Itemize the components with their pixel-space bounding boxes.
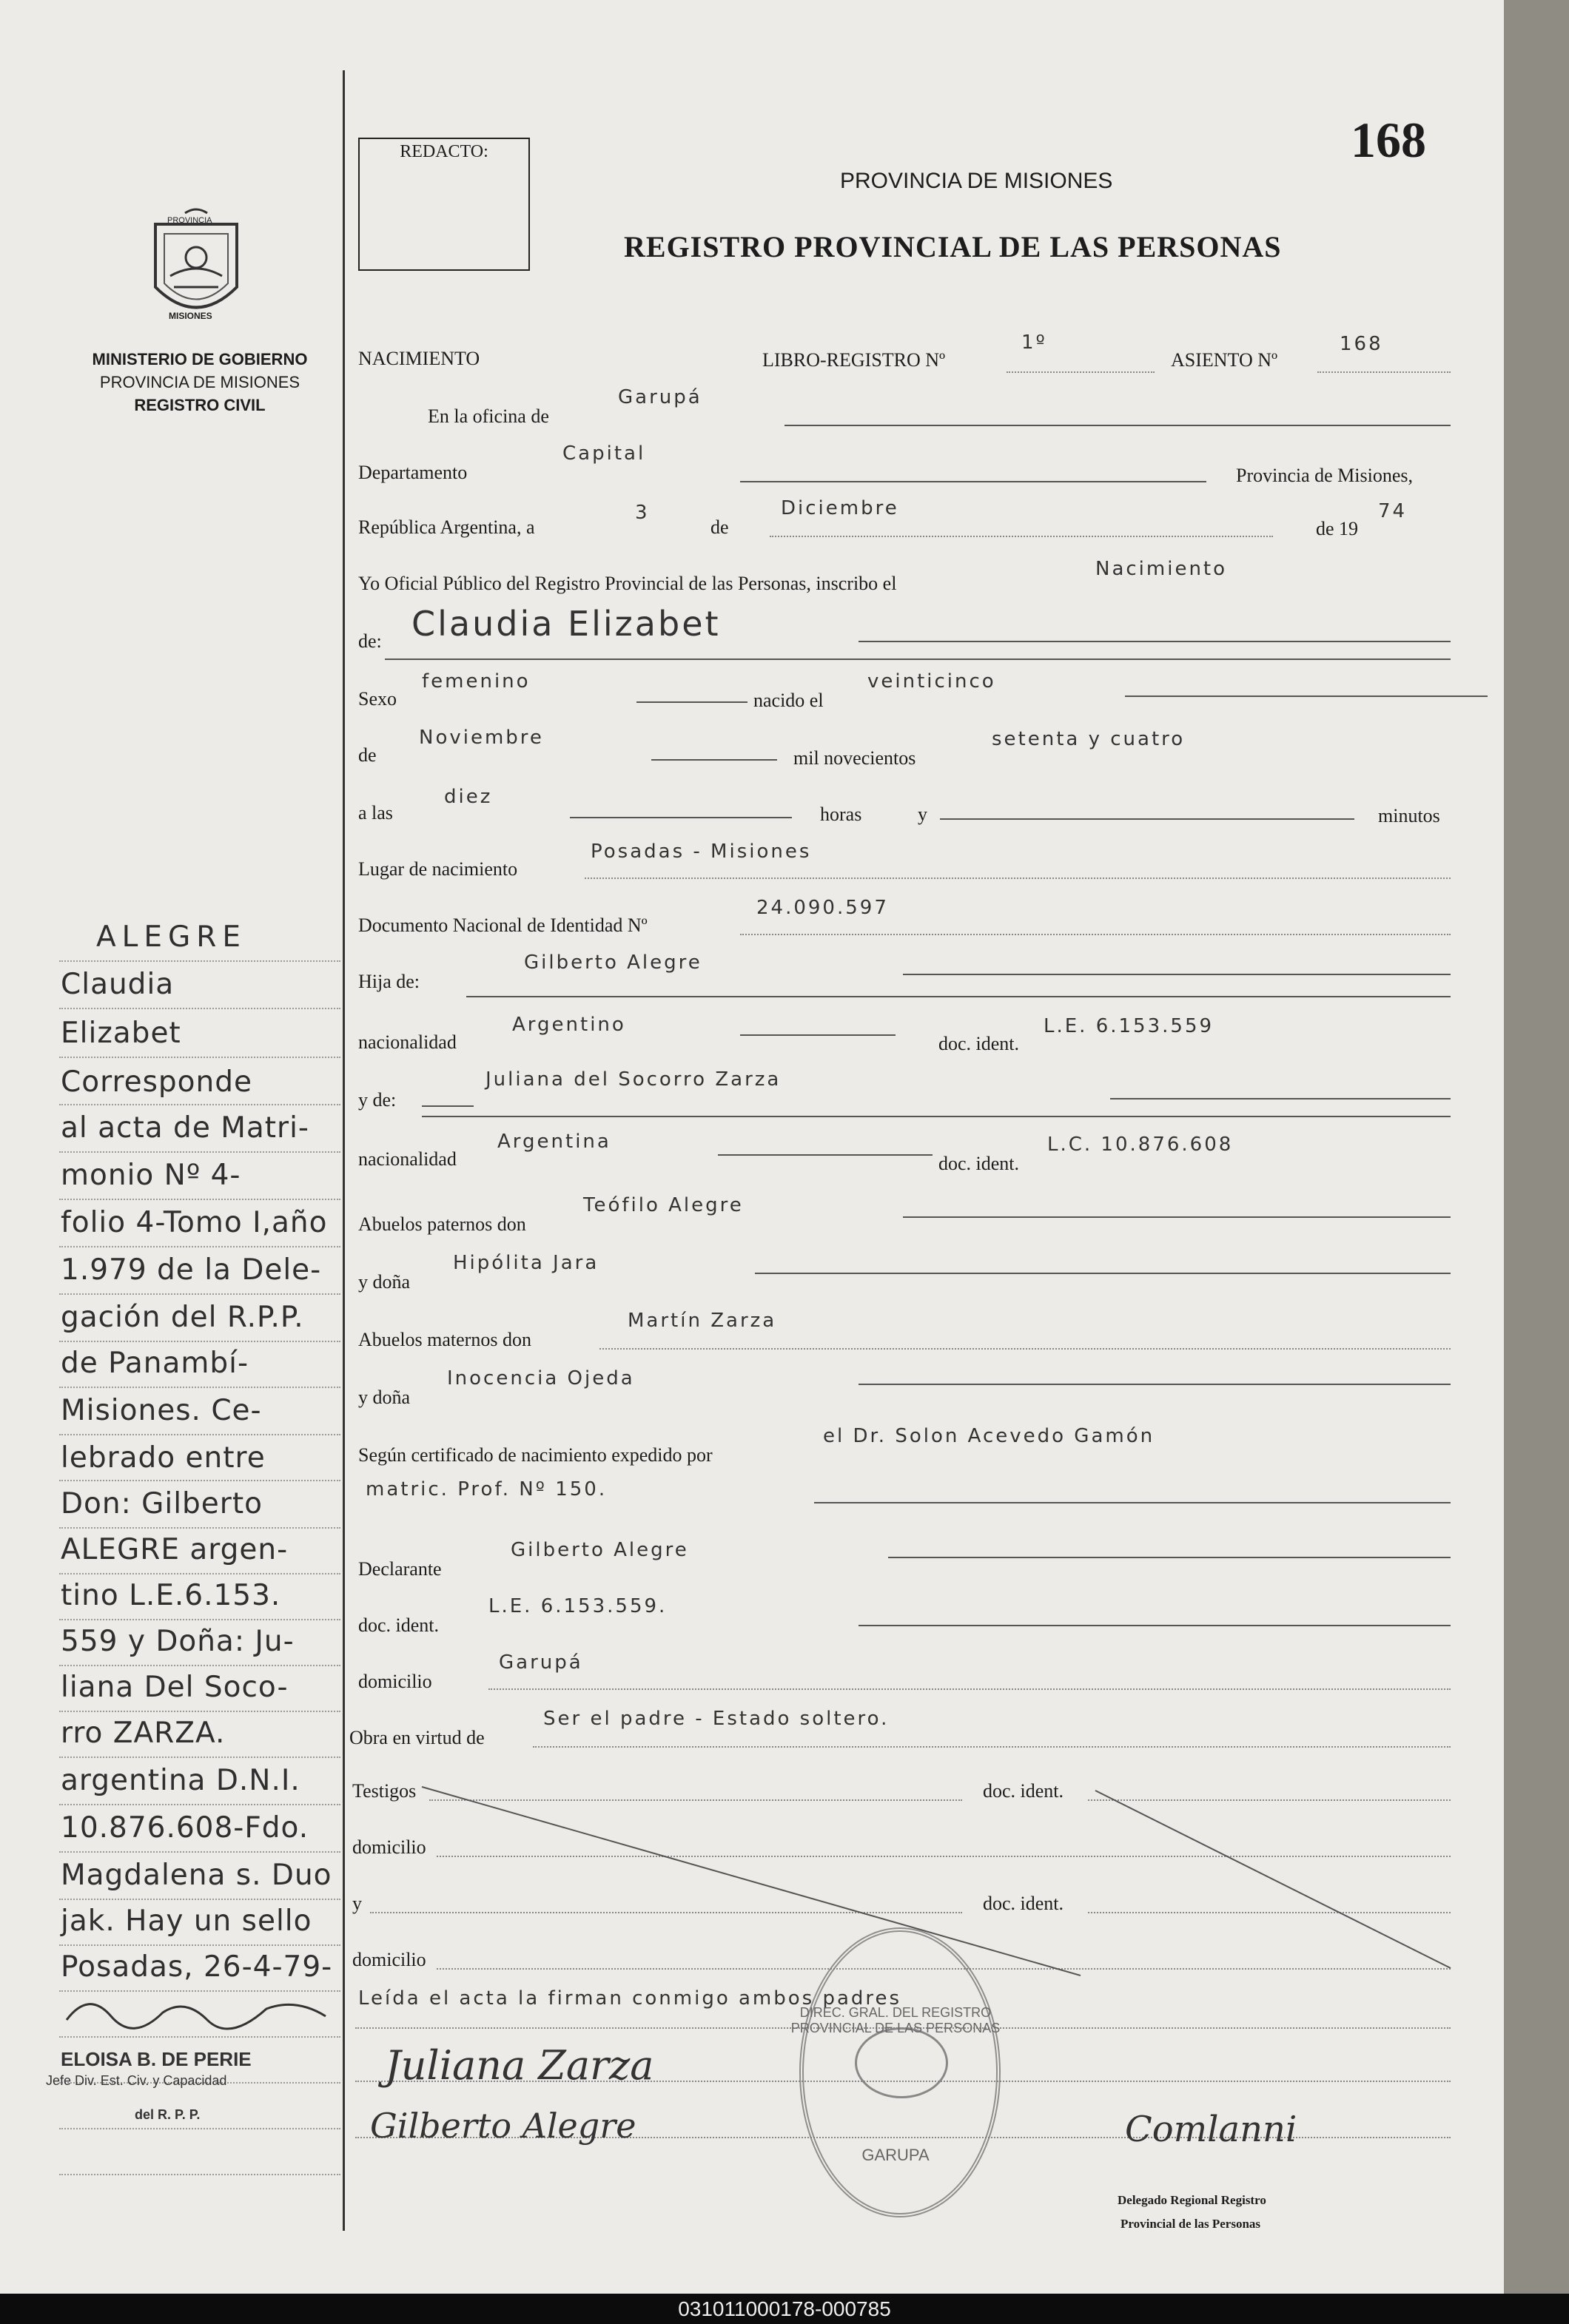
oficina-value: Garupá — [618, 386, 702, 408]
father-signature: Gilberto Alegre — [370, 2106, 636, 2146]
testigos-label: Testigos — [352, 1780, 417, 1802]
sexo-value: femenino — [422, 670, 531, 693]
de-label: de — [710, 516, 729, 538]
provincia-label: Provincia de Misiones, — [1236, 465, 1414, 486]
oficina-label: En la oficina de — [428, 405, 549, 427]
domicilio-value: Garupá — [499, 1651, 583, 1674]
father-nat-label: nacionalidad — [358, 1031, 457, 1053]
nacido-value: veinticinco — [867, 670, 996, 693]
note-line: Elizabet — [61, 1017, 181, 1050]
lugar-value: Posadas - Misiones — [591, 841, 812, 863]
month-value: Diciembre — [781, 497, 899, 519]
stamp-emblem-icon — [855, 2027, 948, 2098]
stamp-town: GARUPA — [861, 2146, 930, 2164]
note-line: Claudia — [61, 968, 175, 1001]
y-label: y — [918, 804, 927, 825]
father-doc-label: doc. ident. — [938, 1033, 1020, 1054]
stamp-text: DIREC. GRAL. DEL REGISTRO PROVINCIAL DE LAS PERSONAS — [790, 2005, 1001, 2035]
mother-yde-label: y de: — [358, 1089, 397, 1111]
nacido-label: nacido el — [753, 690, 824, 711]
mother-doc-value: L.C. 10.876.608 — [1047, 1134, 1234, 1156]
note-line: 10.876.608-Fdo. — [61, 1811, 309, 1845]
abuela-pat-value: Hipólita Jara — [453, 1252, 599, 1274]
note-line: Misiones. Ce- — [61, 1394, 262, 1427]
note-line: folio 4-Tomo I,año — [61, 1206, 328, 1239]
note-line: de Panambí- — [61, 1347, 249, 1380]
libro-value: 1º — [1021, 331, 1047, 354]
emblem-top-text: PROVINCIA — [167, 216, 212, 225]
ministry-block — [59, 348, 340, 417]
note-line: argentina D.N.I. — [61, 1764, 300, 1797]
note-line: 1.979 de la Dele- — [61, 1253, 322, 1287]
abuelos-pat-label: Abuelos paternos don — [358, 1213, 526, 1235]
note-line: ALEGRE — [96, 920, 247, 954]
note-line: Magdalena s. Duo — [61, 1859, 332, 1892]
leida-value: Leída el acta la firman conmigo ambos padres — [358, 1987, 902, 2010]
mother-nat-label: nacionalidad — [358, 1148, 457, 1170]
note-line: Corresponde — [61, 1065, 253, 1099]
mil-label: mil novecientos — [793, 747, 916, 769]
testigo2-doc-label: doc. ident. — [983, 1893, 1064, 1914]
birth-year-value: setenta y cuatro — [992, 728, 1186, 750]
day-value: 3 — [635, 502, 650, 524]
decl-doc-value: L.E. 6.153.559. — [488, 1595, 668, 1617]
hora-value: diez — [444, 786, 493, 808]
note-line: Don: Gilberto — [61, 1487, 263, 1520]
margin-signer-title1: Jefe Div. Est. Civ. y Capacidad — [46, 2073, 227, 2088]
binding-edge — [1504, 0, 1569, 2294]
asiento-label: ASIENTO Nº — [1171, 349, 1278, 371]
note-line: Posadas, 26-4-79- — [61, 1950, 333, 1984]
abuela-mat-label: y doña — [358, 1387, 411, 1408]
margin-rule — [343, 70, 345, 2231]
father-nat-value: Argentino — [512, 1014, 626, 1036]
declarante-label: Declarante — [358, 1558, 442, 1580]
note-line: rro ZARZA. — [61, 1717, 226, 1750]
birth-month-value: Noviembre — [419, 727, 544, 749]
emblem-bottom-text: MISIONES — [169, 311, 212, 321]
segun-label: Según certificado de nacimiento expedido por — [358, 1444, 713, 1466]
mother-doc-label: doc. ident. — [938, 1153, 1020, 1174]
abuelo-mat-value: Martín Zarza — [628, 1310, 777, 1332]
segun-value2: matric. Prof. Nº 150. — [366, 1478, 608, 1501]
libro-label: LIBRO-REGISTRO Nº — [762, 349, 946, 371]
officer-signature: Comlanni — [1125, 2109, 1297, 2150]
abuela-pat-label: y doña — [358, 1271, 411, 1293]
margin-signature-icon — [59, 1983, 340, 2042]
domicilio-label: domicilio — [358, 1671, 432, 1692]
de2-label: de: — [358, 630, 382, 652]
abuelos-mat-label: Abuelos maternos don — [358, 1329, 531, 1350]
hija-label: Hija de: — [358, 971, 420, 992]
year-prefix: de 19 — [1316, 518, 1359, 539]
father-value: Gilberto Alegre — [524, 952, 702, 974]
testigo2-dom-label: domicilio — [352, 1949, 426, 1970]
departamento-value: Capital — [562, 442, 646, 465]
mother-nat-value: Argentina — [497, 1131, 611, 1153]
dni-value: 24.090.597 — [756, 897, 889, 919]
abuelo-pat-value: Teófilo Alegre — [583, 1194, 744, 1216]
father-doc-value: L.E. 6.153.559 — [1044, 1015, 1214, 1037]
margin-signer-name: ELOISA B. DE PERIE — [61, 2048, 252, 2070]
note-line: jak. Hay un sello — [61, 1904, 312, 1938]
sexo-label: Sexo — [358, 688, 397, 710]
testigo2-y-label: y — [352, 1893, 362, 1914]
registry-heading: REGISTRO PROVINCIAL DE LAS PERSONAS — [624, 230, 1282, 263]
officer-title-line2: Provincial de las Personas — [1121, 2217, 1261, 2231]
province-heading: PROVINCIA DE MISIONES — [840, 169, 1113, 193]
dni-label: Documento Nacional de Identidad Nº — [358, 915, 648, 936]
note-line: monio Nº 4- — [61, 1159, 241, 1192]
note-line: lebrado entre — [61, 1441, 266, 1475]
year-value: 74 — [1378, 500, 1408, 522]
inscribo-value: Nacimiento — [1095, 558, 1228, 580]
record-type-label: NACIMIENTO — [358, 348, 480, 369]
officer-title-line1: Delegado Regional Registro — [1118, 2193, 1266, 2207]
testigo1-dom-label: domicilio — [352, 1836, 426, 1858]
oficial-label: Yo Oficial Público del Registro Provincial de las Personas, inscribo el — [358, 573, 897, 594]
asiento-value: 168 — [1340, 333, 1383, 355]
note-line: 559 y Doña: Ju- — [61, 1625, 295, 1658]
alas-label: a las — [358, 802, 393, 823]
page-number: 168 — [1351, 112, 1426, 168]
abuela-mat-value: Inocencia Ojeda — [447, 1367, 635, 1390]
lugar-label: Lugar de nacimiento — [358, 858, 518, 880]
note-line: liana Del Soco- — [61, 1671, 289, 1704]
note-line: tino L.E.6.153. — [61, 1579, 281, 1612]
document-id-footer: 031011000178-000785 — [0, 2294, 1569, 2324]
mother-value: Juliana del Socorro Zarza — [486, 1068, 782, 1091]
note-line: al acta de Matri- — [61, 1111, 309, 1145]
testigo1-doc-label: doc. ident. — [983, 1780, 1064, 1802]
republica-label: República Argentina, a — [358, 516, 535, 538]
decl-doc-label: doc. ident. — [358, 1614, 440, 1636]
minutos-label: minutos — [1378, 805, 1440, 826]
margin-signer-title2: del R. P. P. — [135, 2107, 201, 2122]
redacto-label: REDACTO: — [400, 142, 488, 161]
child-name-value: Claudia Elizabet — [411, 604, 721, 644]
obra-value: Ser el padre - Estado soltero. — [543, 1708, 890, 1730]
departamento-label: Departamento — [358, 462, 468, 483]
ministry-line3: REGISTRO CIVIL — [134, 396, 266, 414]
de3-label: de — [358, 744, 377, 766]
mother-signature: Juliana Zarza — [385, 2042, 654, 2089]
segun-value: el Dr. Solon Acevedo Gamón — [823, 1425, 1155, 1447]
redacto-box — [358, 138, 530, 271]
note-line: gación del R.P.P. — [61, 1301, 304, 1334]
ministry-line2: PROVINCIA DE MISIONES — [99, 373, 300, 391]
declarante-value: Gilberto Alegre — [511, 1539, 689, 1561]
ministry-line1: MINISTERIO DE GOBIERNO — [92, 350, 308, 368]
note-line: ALEGRE argen- — [61, 1533, 289, 1566]
horas-label: horas — [820, 804, 862, 825]
obra-label: Obra en virtud de — [349, 1727, 485, 1748]
